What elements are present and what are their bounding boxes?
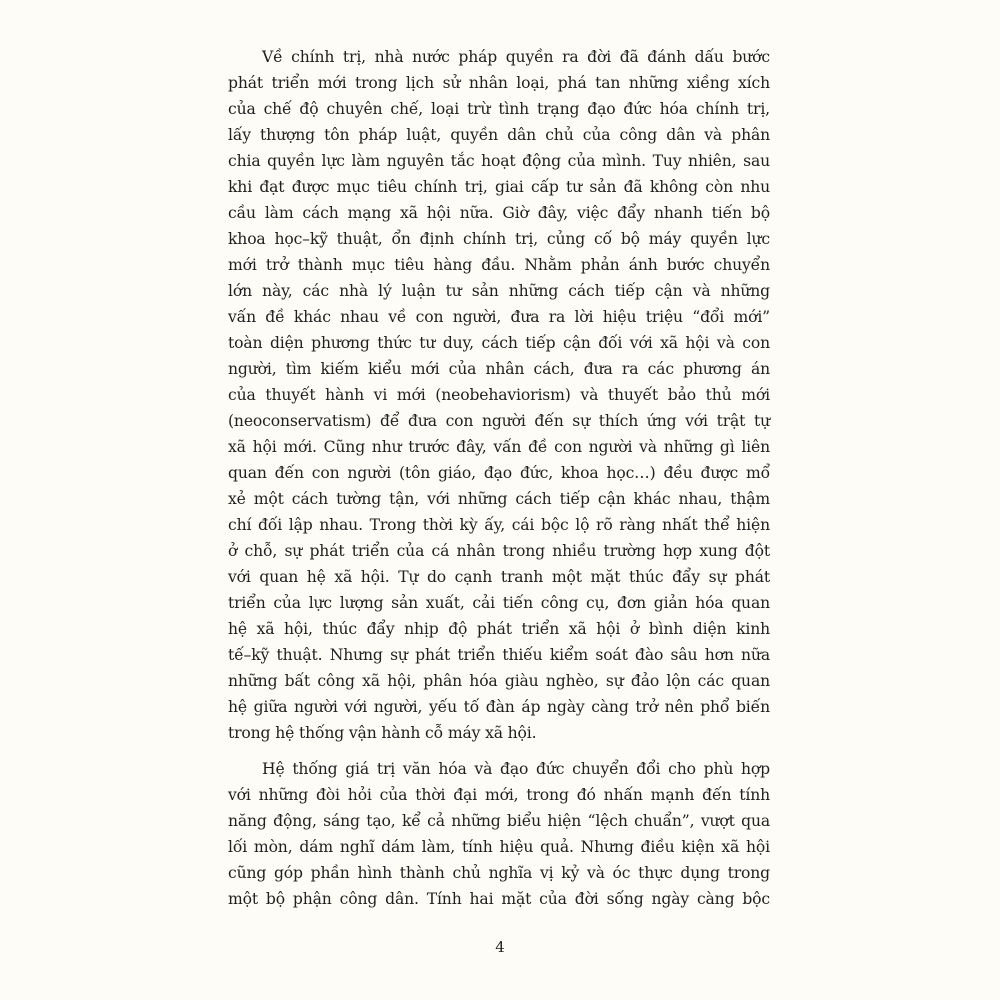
text-line: Hệ thống giá trị văn hóa và đạo đức chuyển đổi cho phù hợp [262,760,770,778]
text-line: xẻ một cách tường tận, với những cách tiếp cận khác nhau, thậm [228,490,770,508]
text-line: năng động, sáng tạo, kể cả những biểu hiện “lệch chuẩn”, vượt qua [228,812,770,830]
text-line: xã hội mới. Cũng như trước đây, vấn đề con người và những gì liên [228,438,770,456]
text-line: trong hệ thống vận hành cỗ máy xã hội. [228,724,537,742]
text-line: Về chính trị, nhà nước pháp quyền ra đời đã đánh dấu bước [262,48,770,66]
text-line: quan đến con người (tôn giáo, đạo đức, khoa học…) đều được mổ [228,464,770,482]
text-line: hệ xã hội, thúc đẩy nhịp độ phát triển xã hội ở bình diện kinh [228,620,770,638]
text-line: với quan hệ xã hội. Tự do cạnh tranh một mặt thúc đẩy sự phát [228,568,770,586]
text-line: với những đòi hỏi của thời đại mới, trong đó nhấn mạnh đến tính [228,786,770,804]
text-line: những bất công xã hội, phân hóa giàu nghèo, sự đảo lộn các quan [228,672,770,690]
text-line: cũng góp phần hình thành chủ nghĩa vị kỷ và óc thực dụng trong [228,864,770,882]
text-line: phát triển mới trong lịch sử nhân loại, phá tan những xiềng xích [228,74,770,92]
paragraph-1 [228,44,770,746]
text-line: cầu làm cách mạng xã hội nữa. Giờ đây, việc đẩy nhanh tiến bộ [228,204,770,222]
text-line: chia quyền lực làm nguyên tắc hoạt động của mình. Tuy nhiên, sau [228,152,770,170]
text-line: mới trở thành mục tiêu hàng đầu. Nhằm phản ánh bước chuyển [228,256,770,274]
text-line: của thuyết hành vi mới (neobehaviorism) và thuyết bảo thủ mới [228,386,770,404]
text-line: khoa học–kỹ thuật, ổn định chính trị, củng cố bộ máy quyền lực [228,230,770,248]
text-line: lấy thượng tôn pháp luật, quyền dân chủ của công dân và phân [228,126,770,144]
text-line: ở chỗ, sự phát triển của cá nhân trong nhiều trường hợp xung đột [228,542,770,560]
text-line: chí đối lập nhau. Trong thời kỳ ấy, cái bộc lộ rõ ràng nhất thể hiện [228,516,770,534]
body-text [228,44,770,912]
text-line: lối mòn, dám nghĩ dám làm, tính hiệu quả. Nhưng điều kiện xã hội [228,838,770,856]
text-line: toàn diện phương thức tư duy, cách tiếp cận đối với xã hội và con [228,334,770,352]
paragraph-gap [228,746,770,756]
text-line: một bộ phận công dân. Tính hai mặt của đời sống ngày càng bộc [228,890,770,908]
text-line: tế–kỹ thuật. Nhưng sự phát triển thiếu kiểm soát đào sâu hơn nữa [228,646,770,664]
paragraph-2 [228,756,770,912]
text-line: hệ giữa người với người, yếu tố đàn áp ngày càng trở nên phổ biến [228,698,770,716]
text-line: của chế độ chuyên chế, loại trừ tình trạng đạo đức hóa chính trị, [228,100,770,118]
text-line: triển của lực lượng sản xuất, cải tiến công cụ, đơn giản hóa quan [228,594,770,612]
page-number: 4 [495,938,505,956]
text-line: khi đạt được mục tiêu chính trị, giai cấp tư sản đã không còn nhu [228,178,770,196]
text-line: vấn đề khác nhau về con người, đưa ra lời hiệu triệu “đổi mới” [228,308,770,326]
text-line: (neoconservatism) để đưa con người đến sự thích ứng với trật tự [228,412,770,430]
text-line: người, tìm kiếm kiểu mới của nhân cách, đưa ra các phương án [228,360,770,378]
text-line: lớn này, các nhà lý luận tư sản những cách tiếp cận và những [228,282,770,300]
